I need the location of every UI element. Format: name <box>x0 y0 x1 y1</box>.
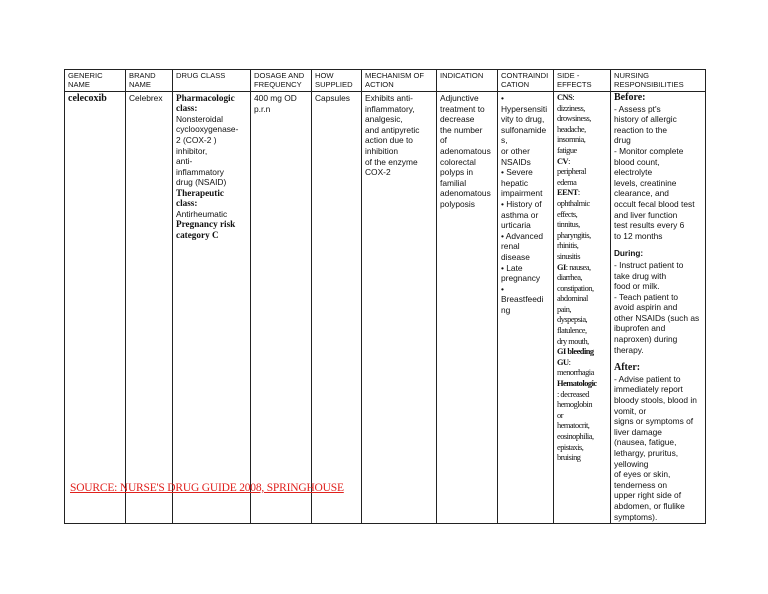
text-line: bloody stools, blood in <box>614 395 697 406</box>
text-line: Pregnancy risk <box>176 219 236 230</box>
side-effect-category: GI <box>557 262 566 272</box>
text-line: sulfonamide <box>501 124 547 135</box>
side-effect-text: peripheral <box>557 167 586 177</box>
side-effect-text: flatulence, <box>557 326 587 336</box>
header-side-effects <box>554 70 611 92</box>
text-line: clearance, and <box>614 188 669 199</box>
text-line: Therapeutic <box>176 187 224 198</box>
side-effect-text: fatigue <box>557 145 577 155</box>
text-line: DRUG CLASS <box>176 71 226 80</box>
side-effect-line <box>557 358 607 369</box>
side-effect-text: rhinitis, <box>557 241 579 251</box>
text-line: cyclooxygenase- <box>176 124 239 135</box>
text-line: anti- <box>176 156 193 167</box>
side-effect-text: diarrhea, <box>557 273 583 283</box>
text-line: category C <box>176 229 219 240</box>
text-line: impairment <box>501 188 543 199</box>
header-row <box>65 70 706 92</box>
text-line: drug (NSAID) <box>176 177 227 188</box>
text-line: RESPONSIBILITIES <box>614 80 684 89</box>
side-effect-text: headache, <box>557 124 586 134</box>
side-effect-line <box>557 104 607 115</box>
text-line: - Assess pt's <box>614 103 661 114</box>
text-line: levels, creatinine <box>614 177 677 188</box>
text-line: or other <box>501 145 530 156</box>
brand-name: Celebrex <box>129 93 163 103</box>
side-effect-line <box>557 453 607 464</box>
text-line: decrease <box>440 114 475 125</box>
text-line: food or milk. <box>614 281 660 292</box>
side-effect-text: dyspepsia, <box>557 315 588 325</box>
text-line: NSAIDs <box>501 156 531 167</box>
text-line: 2 (COX-2 ) <box>176 135 217 145</box>
header-how-supplied <box>312 70 362 92</box>
side-effects-cell <box>554 92 611 524</box>
text-line: naproxen) during <box>614 334 678 345</box>
side-effect-line <box>557 379 607 390</box>
text-line: • Late <box>501 262 523 273</box>
side-effect-text: insomnia, <box>557 135 586 145</box>
text-line: • Severe <box>501 167 533 178</box>
text-line: FREQUENCY <box>254 80 302 89</box>
side-effect-line <box>557 273 607 284</box>
text-line: signs or symptoms of <box>614 416 694 427</box>
side-effect-text: menorrhagia <box>557 368 594 378</box>
generic-name: celecoxib <box>68 93 107 104</box>
header-drug-class <box>173 70 251 92</box>
source-citation: SOURCE: NURSE'S DRUG GUIDE 2008, SPRINGHOUSE <box>70 482 344 494</box>
side-effect-text: eosinophilia, <box>557 432 594 441</box>
side-effect-category: CV <box>557 156 569 166</box>
text-line: ng <box>501 304 511 315</box>
text-line: avoid aspirin and <box>614 302 678 313</box>
text-line: of <box>440 135 447 146</box>
side-effect-text: hemoglobin <box>557 400 593 410</box>
header-nursing <box>611 70 706 92</box>
dosage-cell <box>251 92 312 524</box>
side-effect-text: : nausea, <box>565 262 591 272</box>
side-effect-line <box>557 93 607 104</box>
text-line: Nonsteroidal <box>176 113 224 124</box>
side-effect-line <box>557 284 607 295</box>
text-line: class: <box>176 198 198 209</box>
side-effect-line <box>557 326 607 337</box>
after-label: After: <box>614 362 641 374</box>
text-line: vity to drug, <box>501 114 545 125</box>
side-effect-line <box>557 421 607 432</box>
side-effect-text: dizziness, <box>557 103 585 113</box>
side-effect-text: effects, <box>557 209 578 219</box>
text-line: familial <box>440 177 467 188</box>
side-effect-text: ophthalmic <box>557 198 590 208</box>
text-line: GENERIC <box>68 71 103 80</box>
text-line: other NSAIDs (such as <box>614 312 700 323</box>
side-effect-text: : <box>568 156 570 166</box>
side-effect-line <box>557 210 607 221</box>
text-line: polyps in <box>440 167 474 178</box>
text-line: of the enzyme <box>365 156 418 167</box>
text-line: Exhibits anti- <box>365 93 413 103</box>
text-line: renal <box>501 241 520 252</box>
text-line: Hypersensiti <box>501 103 548 114</box>
text-line: symptoms). <box>614 511 658 522</box>
side-effect-text: epistaxis, <box>557 442 584 452</box>
text-line: DOSAGE AND <box>254 71 305 80</box>
text-line: reaction to the <box>614 124 668 135</box>
side-effect-text: or <box>557 410 563 420</box>
text-line: of eyes or skin, <box>614 469 671 480</box>
text-line: take drug with <box>614 270 667 281</box>
text-line: - Monitor complete <box>614 145 684 156</box>
text-line: disease <box>501 251 530 262</box>
text-line: Adjunctive <box>440 93 479 103</box>
text-line: NAME <box>68 80 90 89</box>
side-effect-category: GI bleeding <box>557 347 594 357</box>
text-line: (nausea, fatigue, <box>614 437 677 448</box>
indication-cell <box>437 92 498 524</box>
text-line: inhibition <box>365 145 399 156</box>
text-line: adenomatous <box>440 188 491 199</box>
text-line: lethargy, pruritus, <box>614 448 679 458</box>
side-effect-text: abdominal <box>557 294 588 304</box>
drug-study-table <box>64 69 706 524</box>
text-line: yellowing <box>614 458 649 469</box>
text-line: NURSING <box>614 71 650 80</box>
side-effect-text: hematocrit, <box>557 421 590 431</box>
side-effect-text: tinnitus, <box>557 220 580 230</box>
side-effect-line <box>557 167 607 178</box>
table-row <box>65 92 706 524</box>
text-line: action due to <box>365 135 413 146</box>
side-effect-line <box>557 443 607 454</box>
side-effect-text: : <box>568 357 571 367</box>
nursing-cell <box>611 92 706 524</box>
text-line: class: <box>176 103 198 114</box>
text-line: test results every 6 <box>614 220 685 231</box>
text-line: inflammatory <box>176 166 224 177</box>
side-effect-text: sinusitis <box>557 251 580 261</box>
text-line: - Teach patient to <box>614 291 679 302</box>
text-line: s, <box>501 135 508 146</box>
text-line: BRAND <box>129 71 156 80</box>
text-line: 400 mg OD <box>254 93 297 103</box>
side-effect-category: GU <box>557 357 569 367</box>
pharmacologic-class-label <box>176 93 247 114</box>
text-line: blood count, <box>614 156 660 167</box>
pregnancy-category-label <box>176 219 247 240</box>
text-line: • History of <box>501 198 542 209</box>
header-mechanism <box>362 70 437 92</box>
text-line: • <box>501 283 504 294</box>
side-effect-line <box>557 400 607 411</box>
therapeutic-class-text <box>176 209 247 220</box>
header-generic-name <box>65 70 126 92</box>
text-line: MECHANISM OF <box>365 71 425 80</box>
side-effect-line <box>557 411 607 422</box>
side-effect-line <box>557 135 607 146</box>
side-effect-category: Hematologic <box>557 379 597 389</box>
side-effect-line <box>557 347 607 358</box>
text-line: CONTRAINDI <box>501 71 549 80</box>
before-text <box>614 104 702 242</box>
side-effect-line <box>557 294 607 305</box>
drug-class-cell <box>173 92 251 524</box>
side-effect-line <box>557 263 607 274</box>
side-effect-line <box>557 188 607 199</box>
text-line: pregnancy <box>501 273 541 284</box>
text-line: - Advise patient to <box>614 373 681 384</box>
text-line: SUPPLIED <box>315 80 353 89</box>
pharmacologic-class-text <box>176 114 247 188</box>
text-line: ibuprofen and <box>614 323 666 334</box>
text-line: abdomen, or flulike <box>614 500 685 511</box>
side-effect-text: bruising <box>557 453 581 463</box>
how-supplied-text: Capsules <box>315 93 350 103</box>
text-line: upper right side of <box>614 490 682 501</box>
text-line: • <box>501 93 504 103</box>
text-line: INDICATION <box>440 71 484 80</box>
before-label: Before: <box>614 92 646 103</box>
side-effect-line <box>557 231 607 242</box>
side-effect-line <box>557 157 607 168</box>
side-effect-line <box>557 241 607 252</box>
side-effect-text: pharyngitis, <box>557 230 591 240</box>
side-effect-text: : <box>572 93 575 102</box>
side-effect-line <box>557 125 607 136</box>
text-line: electrolyte <box>614 167 653 178</box>
text-line: therapy. <box>614 344 644 355</box>
text-line: to 12 months <box>614 230 663 241</box>
text-line: colorectal <box>440 156 476 167</box>
side-effect-text: dry mouth, <box>557 336 589 346</box>
text-line: Breastfeedi <box>501 294 544 305</box>
side-effect-line <box>557 337 607 348</box>
side-effect-text: : <box>577 188 580 198</box>
text-line: HOW <box>315 71 334 80</box>
generic-name-cell <box>65 92 126 524</box>
during-text <box>614 260 702 355</box>
text-line: polyposis <box>440 198 475 209</box>
side-effect-line <box>557 178 607 189</box>
text-line: vomit, or <box>614 405 647 416</box>
how-supplied-cell <box>312 92 362 524</box>
side-effect-line <box>557 252 607 263</box>
text-line: p.r.n <box>254 103 271 114</box>
during-label: During: <box>614 249 644 259</box>
text-line: EFFECTS <box>557 80 592 89</box>
header-contraindication <box>498 70 554 92</box>
text-line: NAME <box>129 80 151 89</box>
text-line: adenomatous <box>440 145 491 156</box>
text-line: tenderness on <box>614 479 668 490</box>
header-dosage <box>251 70 312 92</box>
text-line: and liver function <box>614 209 678 220</box>
side-effect-line <box>557 199 607 210</box>
side-effect-line <box>557 146 607 157</box>
side-effect-text: pain, <box>557 304 572 314</box>
text-line: liver damage <box>614 426 662 437</box>
text-line: ACTION <box>365 80 394 89</box>
text-line: hepatic <box>501 177 529 188</box>
text-line: the number <box>440 124 483 135</box>
text-line: occult fecal blood test <box>614 198 695 209</box>
text-line: inhibitor, <box>176 145 208 156</box>
side-effect-category: CNS <box>557 93 573 102</box>
after-text <box>614 374 702 522</box>
side-effect-line <box>557 305 607 316</box>
side-effect-text: edema <box>557 177 577 187</box>
side-effect-line <box>557 368 607 379</box>
brand-name-cell <box>126 92 173 524</box>
text-line: inflammatory, <box>365 103 415 114</box>
side-effect-line <box>557 220 607 231</box>
side-effect-line <box>557 390 607 401</box>
text-line: treatment to <box>440 103 485 114</box>
text-line: immediately report <box>614 384 683 395</box>
text-line: drug <box>614 135 631 146</box>
mechanism-cell <box>362 92 437 524</box>
text-line: CATION <box>501 80 530 89</box>
therapeutic-class-label <box>176 188 247 209</box>
header-indication <box>437 70 498 92</box>
side-effect-line <box>557 315 607 326</box>
text-line: • Advanced <box>501 230 544 241</box>
side-effect-text: drowsiness, <box>557 114 591 124</box>
text-line: SIDE - <box>557 71 580 80</box>
side-effect-category: EENT <box>557 188 578 198</box>
text-line: - Instruct patient to <box>614 259 684 270</box>
side-effect-line <box>557 114 607 125</box>
text-line: urticaria <box>501 220 531 231</box>
side-effect-text: constipation, <box>557 283 594 293</box>
contraindication-cell <box>498 92 554 524</box>
text-line: analgesic, <box>365 114 403 125</box>
text-line: history of allergic <box>614 114 677 125</box>
text-line: asthma or <box>501 209 539 220</box>
text-line: Antirheumatic <box>176 208 228 219</box>
side-effect-text: : decreased <box>557 389 589 399</box>
text-line: Pharmacologic <box>176 93 235 103</box>
header-brand-name <box>126 70 173 92</box>
text-line: and antipyretic <box>365 124 420 135</box>
text-line: COX-2 <box>365 167 391 178</box>
side-effect-line <box>557 432 607 443</box>
